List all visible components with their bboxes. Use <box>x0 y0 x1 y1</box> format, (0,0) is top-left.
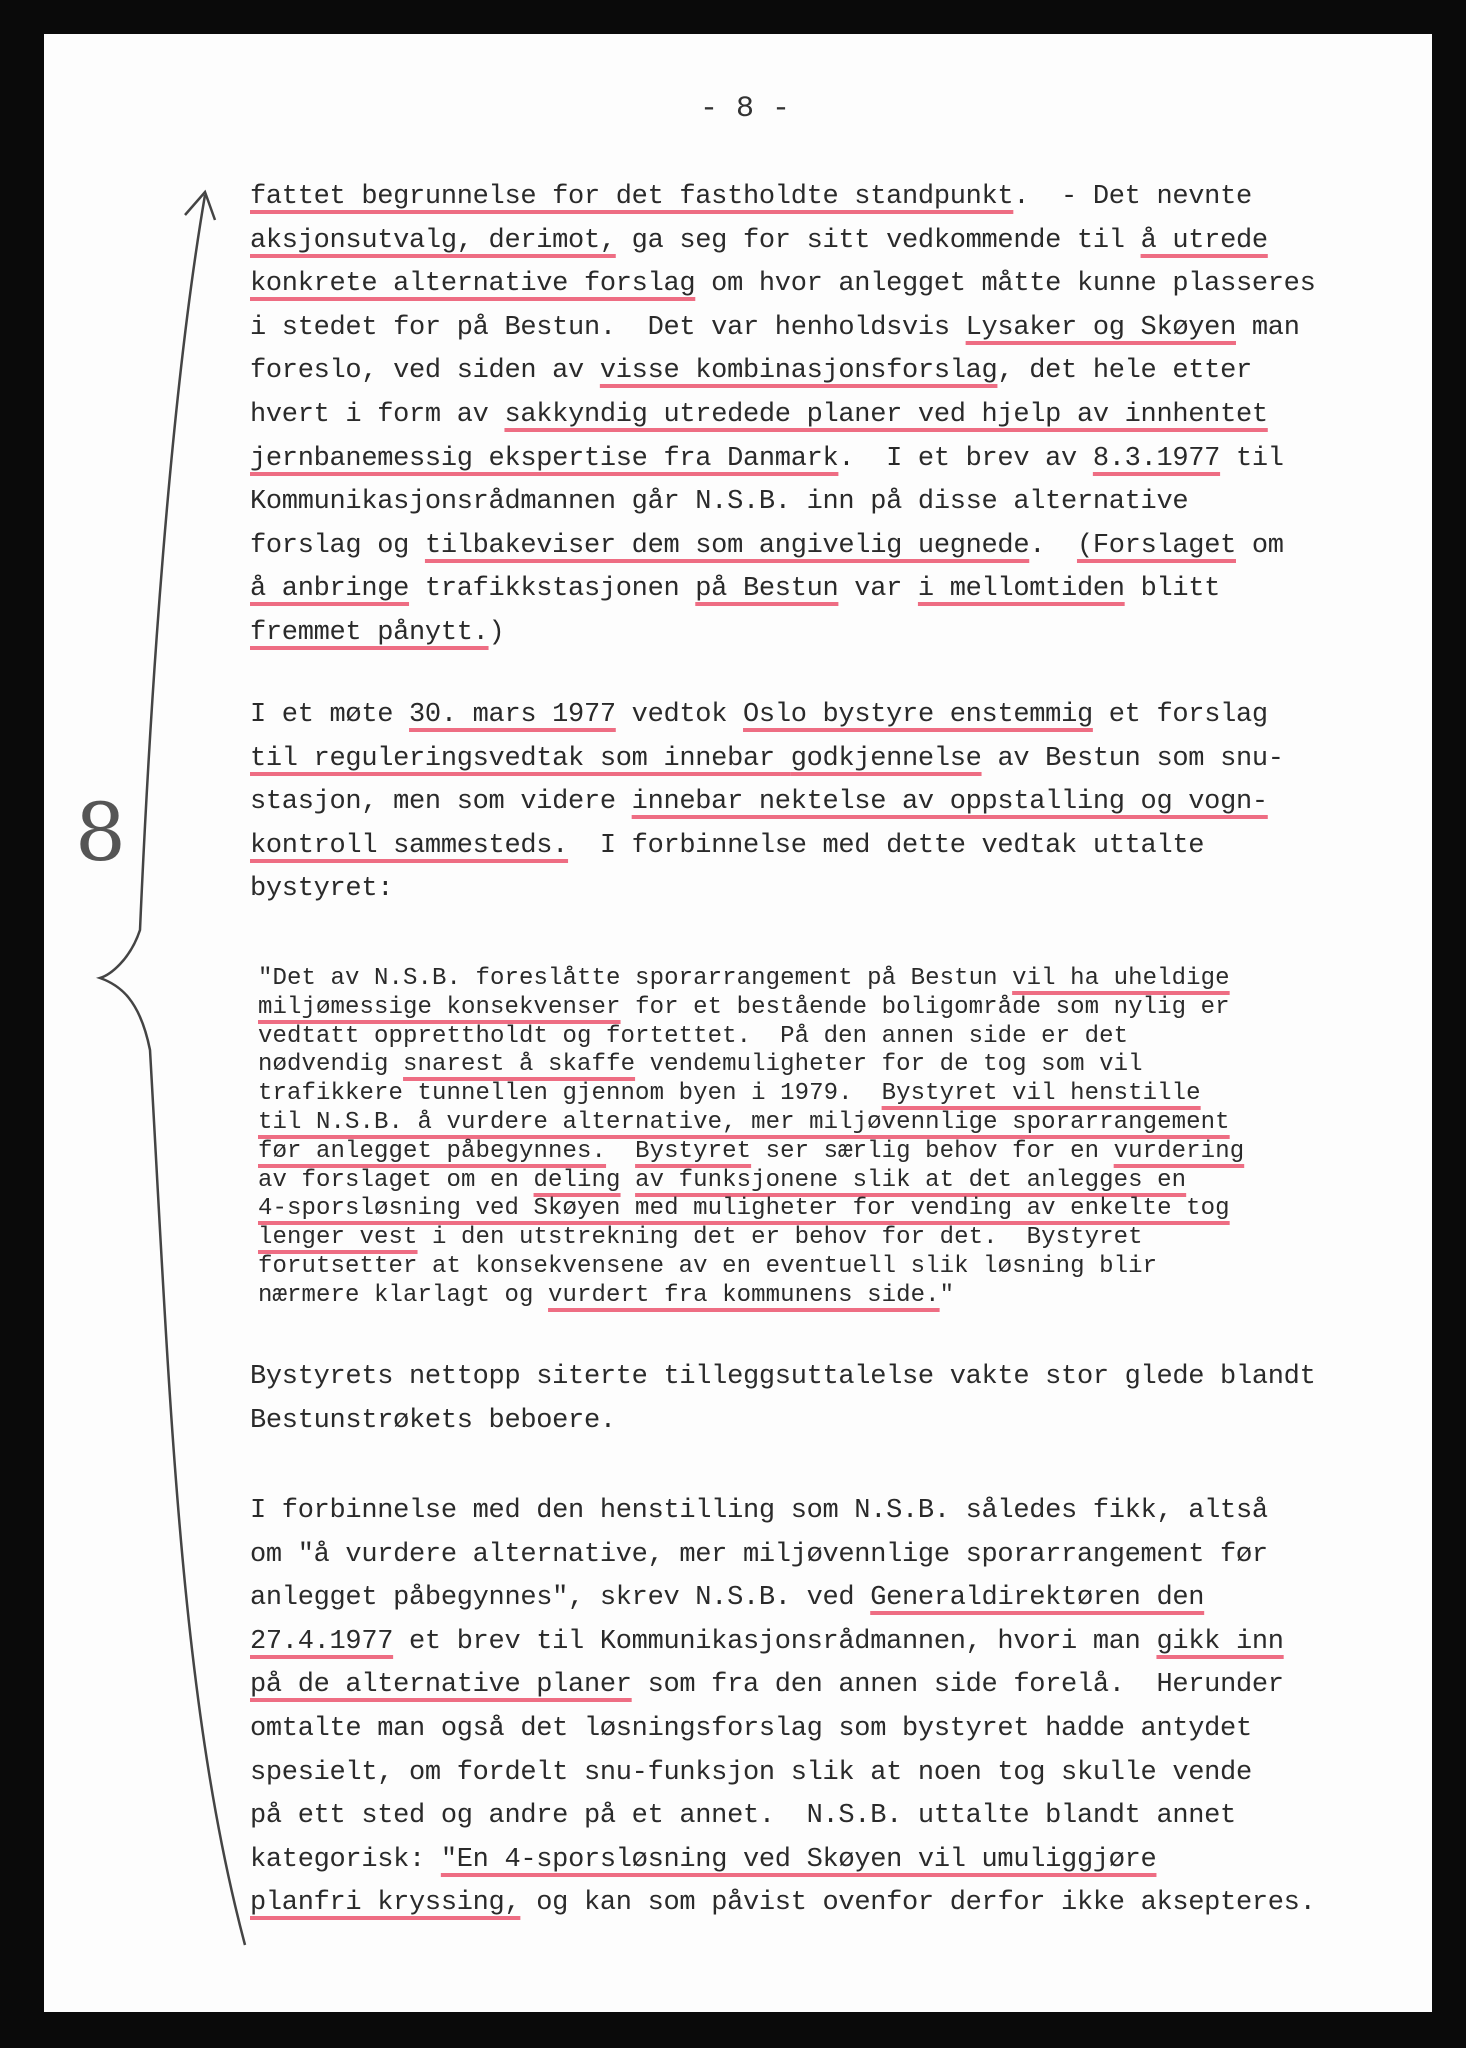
underlined-text: aksjonsutvalg, derimot, <box>250 225 616 256</box>
underlined-text: på Bestun <box>695 574 839 605</box>
underlined-text: godkjennelse <box>790 743 982 774</box>
text-line <box>250 700 1268 730</box>
text-line <box>258 995 1230 1021</box>
text-segment: om "å vurdere alternative, mer miljøvennlige sporarrangement før <box>250 1539 1268 1570</box>
text-line <box>258 1225 1143 1251</box>
text-segment: trafikkstasjonen <box>409 574 696 605</box>
underlined-text: på de alternative planer <box>250 1670 632 1701</box>
underlined-text: 30. mars 1977 <box>409 700 616 730</box>
text-line <box>250 487 1188 517</box>
underlined-text: miljømessige konsekvenser <box>258 993 621 1021</box>
text-segment: om <box>1236 530 1284 561</box>
underlined-text: deling <box>533 1166 621 1194</box>
text-segment: på ett sted og andre på et annet. N.S.B. uttalte blandt annet <box>250 1801 1236 1832</box>
text-line <box>250 1714 1252 1744</box>
text-line <box>250 874 393 904</box>
text-segment: trafikkere tunnellen gjennom byen i 1979. <box>258 1080 882 1108</box>
underlined-text: av funksjonene slik at det anlegges en <box>635 1166 1187 1194</box>
text-segment <box>621 1167 636 1194</box>
text-segment: bystyret: <box>250 874 394 905</box>
underlined-text: snarest å skaffe <box>403 1051 636 1079</box>
text-segment: forslag og <box>250 530 425 561</box>
underlined-text: Oslo bystyre enstemmig <box>743 700 1093 730</box>
underlined-text: fremmet pånytt. <box>250 618 489 648</box>
underlined-text: før anlegget påbegynnes. <box>258 1137 607 1165</box>
text-segment: . I et brev av <box>838 443 1093 474</box>
text-line <box>250 1496 1268 1526</box>
text-line <box>250 574 1220 604</box>
underlined-text: visse kombinasjonsforslag <box>599 356 998 387</box>
underlined-text: kontroll sammesteds. <box>250 830 569 861</box>
text-segment: et brev til Kommunikasjonsrådmannen, hvori man <box>393 1626 1157 1657</box>
underlined-text: i mellomtiden <box>917 574 1125 605</box>
text-line <box>258 1052 1143 1078</box>
underlined-text: til reguleringsvedtak som innebar <box>250 743 791 774</box>
text-segment: stasjon, men som videre <box>250 787 632 818</box>
text-segment: blitt <box>1124 574 1221 605</box>
text-line <box>250 831 1204 861</box>
text-segment: av forslaget om en <box>258 1166 534 1194</box>
text-segment: ) <box>488 618 505 648</box>
underlined-text: konkrete alternative forslag <box>250 269 696 300</box>
page-number: - 8 - <box>700 92 791 126</box>
text-line <box>250 1583 1204 1613</box>
underlined-text: til N.S.B. å vurdere alternative, mer miljøvennlige sporarrangement <box>258 1109 1230 1136</box>
text-line <box>250 269 1316 299</box>
text-segment: kategorisk: <box>250 1844 441 1875</box>
text-segment: var <box>838 574 918 605</box>
text-line <box>250 1888 1316 1918</box>
text-line <box>250 531 1284 561</box>
text-line <box>250 787 1268 817</box>
text-line <box>250 618 504 648</box>
underlined-text: vurdering <box>1113 1137 1245 1165</box>
underlined-text: å utrede <box>1140 225 1268 256</box>
text-line <box>258 1254 1157 1280</box>
text-segment: vedtatt opprettholdt og fortettet. På den annen side er det <box>258 1022 1129 1050</box>
text-line <box>258 1139 1244 1165</box>
underlined-text: tilbakeviser dem som angivelig uegnede <box>424 530 1030 561</box>
text-segment: . - Det nevnte <box>1013 182 1252 212</box>
text-line <box>250 1406 616 1436</box>
text-segment: spesielt, om fordelt snu-funksjon slik at noen tog skulle vende <box>250 1757 1252 1788</box>
text-line <box>250 1670 1284 1700</box>
underlined-text: fattet begrunnelse for det fastholdte standpunkt <box>250 182 1014 212</box>
text-line <box>258 1081 1201 1107</box>
text-segment: vendemuligheter for de tog som vil <box>635 1051 1143 1079</box>
text-segment: I forbinnelse med dette vedtak uttalte <box>568 830 1205 861</box>
text-segment <box>606 1138 635 1165</box>
text-line <box>250 1801 1236 1831</box>
text-segment: for et bestående boligområde som nylig er <box>620 993 1230 1021</box>
text-line <box>258 1196 1230 1222</box>
text-line <box>250 1540 1268 1570</box>
margin-bracket-line <box>100 195 245 1945</box>
text-segment: Bestunstrøkets beboere. <box>250 1405 616 1436</box>
text-segment: vedtok <box>615 700 744 730</box>
underlined-text: vurdert fra kommunens side. <box>548 1281 940 1309</box>
text-line <box>250 182 1252 212</box>
margin-note: 8 <box>75 786 126 879</box>
underlined-text: sakkyndig utredede planer ved hjelp av innhentet <box>504 400 1268 430</box>
text-segment: " <box>939 1281 955 1309</box>
text-line <box>250 400 1268 430</box>
underlined-text: 4-sporsløsning ved Skøyen med muligheter for vending av enkelte tog <box>258 1195 1230 1223</box>
text-segment: anlegget påbegynnes", skrev N.S.B. ved <box>250 1583 871 1614</box>
text-segment: I forbinnelse med den henstilling som N.S.B. således fikk, altså <box>250 1496 1268 1526</box>
text-segment: omtalte man også det løsningsforslag som bystyret hadde antydet <box>250 1714 1252 1744</box>
underlined-text: 27.4.1977 <box>250 1626 394 1657</box>
text-line <box>250 1627 1284 1657</box>
text-line <box>250 313 1300 343</box>
underlined-text: Lysaker og Skøyen <box>965 312 1236 343</box>
underlined-text: å anbringe <box>250 574 410 605</box>
text-line <box>258 966 1230 992</box>
text-line <box>250 1362 1315 1392</box>
text-line <box>258 1283 954 1309</box>
text-segment: . <box>1029 530 1077 561</box>
text-line <box>258 1024 1128 1050</box>
underlined-text: Bystyret vil henstille <box>881 1080 1201 1108</box>
text-segment: i stedet for på Bestun. Det var henholdsvis <box>250 312 966 343</box>
text-line <box>250 744 1284 774</box>
text-segment: og kan som påvist ovenfor derfor ikke aksepteres. <box>520 1888 1316 1919</box>
underlined-text: lenger vest <box>258 1224 418 1252</box>
text-line <box>250 444 1284 474</box>
text-segment: ser særlig behov for en <box>751 1137 1114 1165</box>
text-line <box>250 226 1268 256</box>
underlined-text: innebar nektelse av oppstalling og vogn- <box>631 787 1268 818</box>
text-segment: Kommunikasjonsrådmannen går N.S.B. inn på disse alternative <box>250 487 1189 518</box>
text-segment: "Det av N.S.B. foreslåtte sporarrangement på Bestun <box>258 965 1013 992</box>
text-segment: et forslag <box>1092 700 1268 730</box>
text-segment: til <box>1220 443 1284 474</box>
text-segment: , det hele etter <box>997 356 1252 387</box>
text-line <box>250 1845 1156 1875</box>
underlined-text: "En 4-sporsløsning ved Skøyen vil umuliggjøre <box>440 1844 1157 1875</box>
underlined-text: jernbanemessig ekspertise fra Danmark <box>250 443 839 474</box>
text-segment: som fra den annen side forelå. Herunder <box>631 1670 1284 1701</box>
underlined-text: 8.3.1977 <box>1092 443 1221 474</box>
text-segment: hvert i form av <box>250 400 505 430</box>
underlined-text: gikk inn <box>1156 1626 1284 1657</box>
underlined-text: Bystyret <box>635 1137 752 1165</box>
underlined-text: Generaldirektøren den <box>870 1583 1205 1614</box>
text-line <box>250 1758 1252 1788</box>
text-segment: av Bestun som snu- <box>981 743 1284 774</box>
underlined-text: (Forslaget <box>1076 530 1236 561</box>
arrow-head-icon <box>185 192 215 220</box>
text-segment: man <box>1235 312 1300 343</box>
text-line <box>250 356 1252 386</box>
underlined-text: vil ha uheldige <box>1012 965 1230 992</box>
text-segment: nødvendig <box>258 1051 404 1079</box>
underlined-text: planfri kryssing, <box>250 1888 521 1919</box>
text-segment: nærmere klarlagt og <box>258 1281 549 1309</box>
text-segment: ga seg for sitt vedkommende til <box>615 225 1141 256</box>
text-segment: om hvor anlegget måtte kunne plasseres <box>695 269 1316 300</box>
text-segment: Bystyrets nettopp siterte tilleggsuttalelse vakte stor glede blandt <box>250 1362 1316 1392</box>
text-segment: I et møte <box>250 700 410 730</box>
text-segment: foreslo, ved siden av <box>250 356 600 387</box>
text-segment: i den utstrekning det er behov for det. Bystyret <box>417 1224 1143 1252</box>
text-line <box>258 1168 1186 1194</box>
text-line <box>258 1110 1230 1136</box>
text-segment: forutsetter at konsekvensene av en eventuell slik løsning blir <box>258 1253 1158 1280</box>
